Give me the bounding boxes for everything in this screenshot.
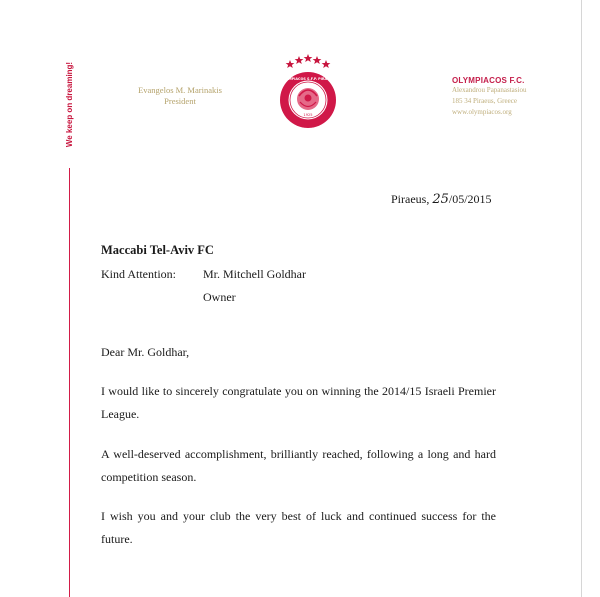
body-paragraph-2: A well-deserved accomplishment, brilliantly reached, following a long and hard competition season. (101, 447, 496, 484)
attention-label: Kind Attention: (101, 267, 176, 281)
letter-date (391, 192, 492, 207)
attention-role: Owner (203, 290, 236, 304)
club-crest-logo (272, 50, 344, 132)
margin-rule (69, 168, 70, 597)
club-block (452, 76, 562, 118)
club-address-line-2: 185 34 Piraeus, Greece (452, 97, 517, 105)
page-edge-line (581, 0, 582, 597)
date-day-handwritten: 25 (432, 192, 449, 207)
tagline-text: We keep on dreaming! (65, 61, 75, 147)
date-place: Piraeus, (391, 192, 430, 206)
president-name: Evangelos M. Marinakis (138, 85, 222, 95)
attention-name: Mr. Mitchell Goldhar (203, 267, 306, 281)
body-paragraph-3: I wish you and your club the very best of luck and continued success for the future. (101, 509, 496, 546)
club-address-line-1: Alexandrou Papanastasiou (452, 86, 527, 94)
tagline (55, 44, 85, 164)
president-block (120, 85, 240, 107)
body-paragraph-1: I would like to sincerely congratulate you on winning the 2014/15 Israeli Premier League. (101, 384, 496, 421)
president-title: President (164, 96, 196, 106)
crest-ring-text: OLYMPIACOS S.F.P. PIRAEUS (281, 77, 335, 81)
crest-year: 1925 (303, 113, 313, 117)
date-month-year: /05/2015 (448, 192, 492, 206)
club-name: OLYMPIACOS F.C. (452, 76, 525, 85)
club-website: www.olympiacos.org (452, 108, 512, 116)
recipient-name: Maccabi Tel-Aviv FC (101, 243, 214, 257)
salutation: Dear Mr. Goldhar, (101, 345, 190, 359)
crest-stars (286, 54, 331, 68)
